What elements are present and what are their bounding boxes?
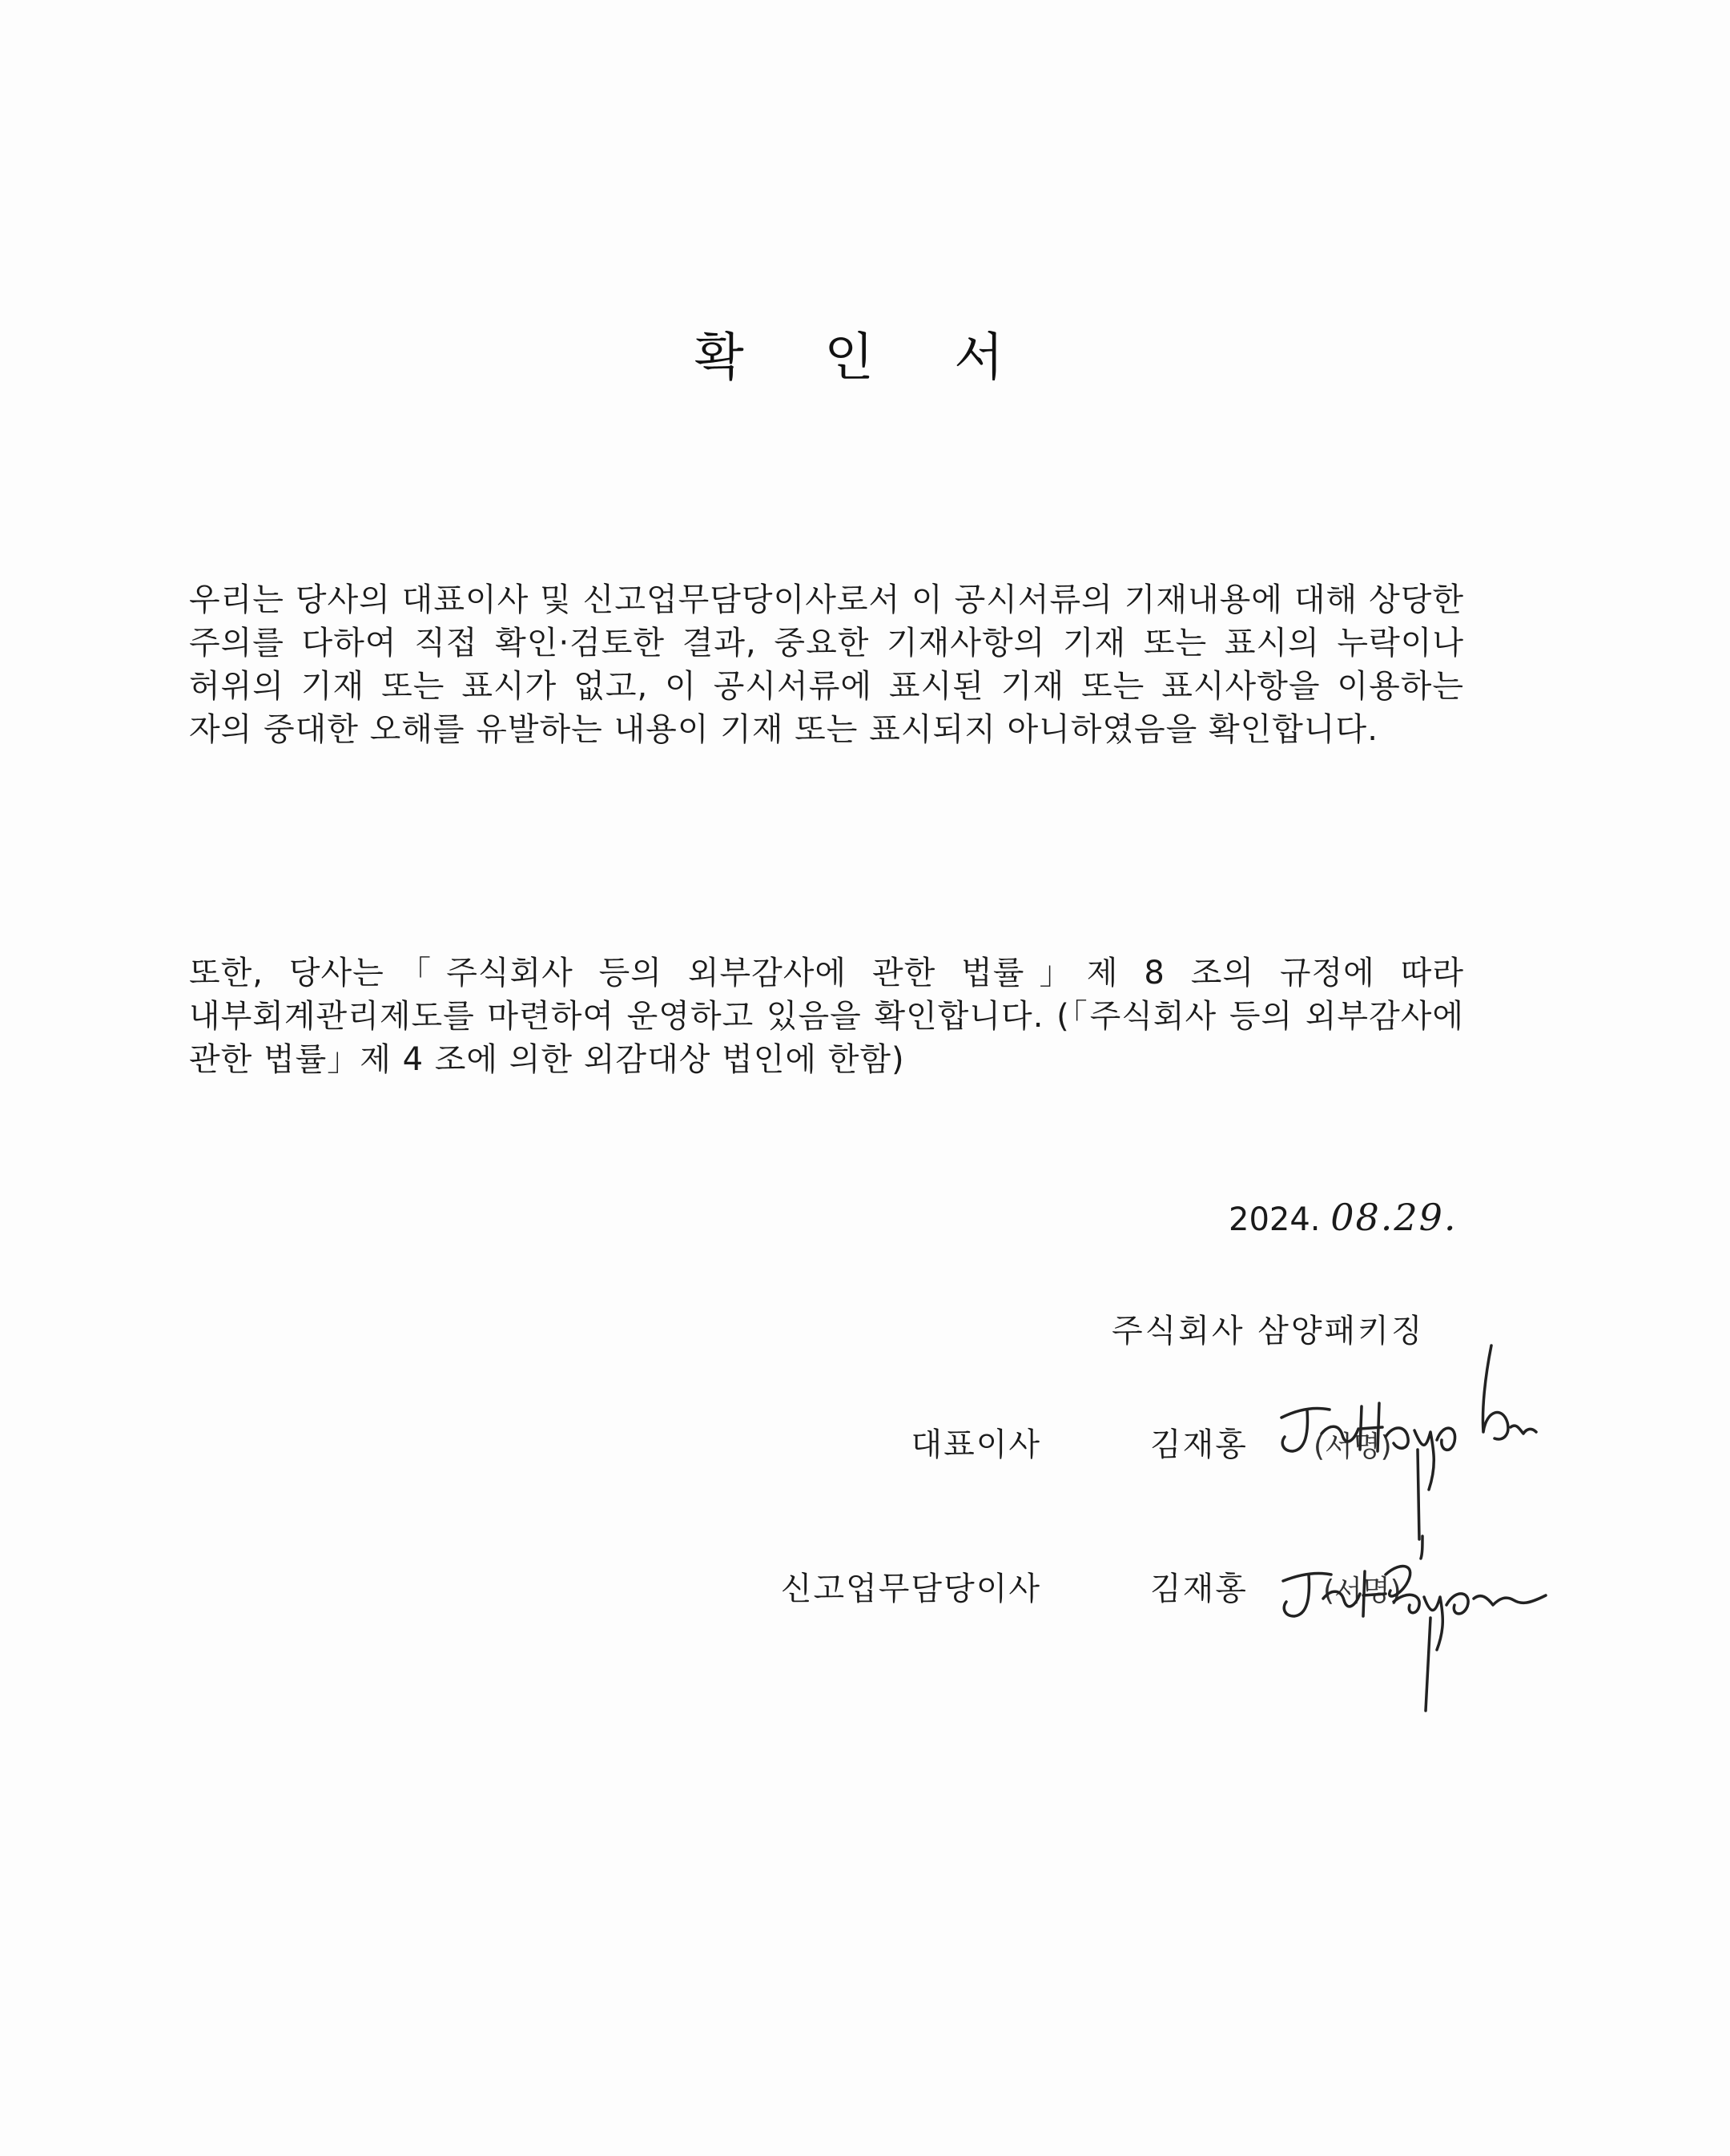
signatory-name-ceo: 김재홍 xyxy=(1150,1426,1248,1463)
handwritten-signature-disclosure-officer xyxy=(1265,1522,1554,1714)
internal-control-paragraph: 또한, 당사는「주식회사 등의 외부감사에 관한 법률」제 8 조의 규정에 따라 내부회계관리제도를 마련하여 운영하고 있음을 확인합니다. (「주식회사 등의 외부감사에 관한 법률」제 4 조에 의한 외감대상 법인에 한함) xyxy=(189,955,1464,1078)
handwritten-signature-ceo xyxy=(1265,1329,1538,1546)
date-printed: 2024. xyxy=(1229,1201,1321,1238)
signature-label-disclosure-officer: (서명) xyxy=(1323,1575,1402,1607)
signatory-name-disclosure-officer: 김재홍 xyxy=(1150,1571,1248,1607)
document-title: 확 인 서 xyxy=(694,328,1036,388)
signing-date xyxy=(1229,1196,1458,1239)
confirmation-paragraph: 우리는 당사의 대표이사 및 신고업무담당이사로서 이 공시서류의 기재내용에 대해 상당한 주의를 다하여 직접 확인·검토한 결과, 중요한 기재사항의 기재 또는 표시의 누락이나 허위의 기재 또는 표시가 없고, 이 공시서류에 표시된 기재 또는 표시사항을 이용하는 자의 중대한 오해를 유발하는 내용이 기재 또는 표시되지 아니하였음을 확인합니다. xyxy=(189,581,1464,748)
signatory-role-disclosure-officer: 신고업무담당이사 xyxy=(780,1571,1041,1607)
date-handwritten: 08.29. xyxy=(1330,1196,1458,1239)
company-name: 주식회사 삼양패키징 xyxy=(1112,1313,1425,1350)
signature-label-ceo: (서명) xyxy=(1314,1430,1392,1463)
signatory-role-ceo: 대표이사 xyxy=(911,1426,1041,1463)
